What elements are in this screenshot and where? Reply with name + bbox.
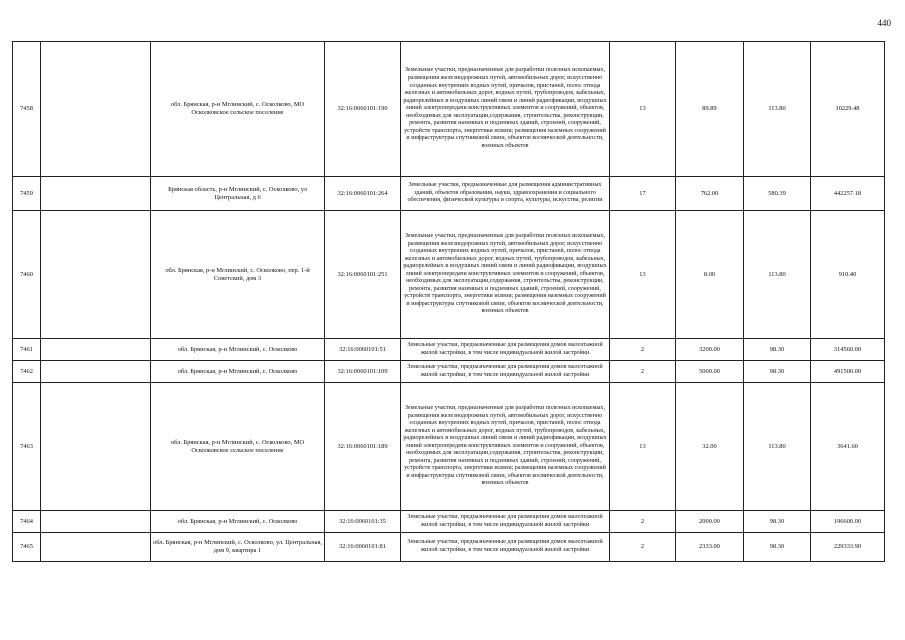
use-group-code: 13 [610,383,676,511]
area: 2000.00 [676,511,744,533]
cadastral-value: 3641.60 [811,383,885,511]
area: 32.00 [676,383,744,511]
address: обл. Брянская, р-н Мглинский, с. Осколково, МО Осколковское сельское поселение [151,383,325,511]
cadastral-number: 32:16:0060101:190 [325,42,401,177]
address: обл. Брянская, р-н Мглинский, с. Осколково, ул. Центральная, дом 9, квартира 1 [151,533,325,562]
cadastral-value: 442257.18 [811,177,885,211]
table-row [13,339,885,361]
cadastral-number: 32:16:0060101:51 [325,339,401,361]
permitted-use: Земельные участки, предназначенные для разработки полезных ископаемых, размещения железнодорожных путей, автомобильных дорог, искусственно созданных внутренних водных путей, причалов, пристаней, полос отвода железных и автомобильных дорог, водных путей, трубопроводов, кабельных, радиорелейных и воздушных линий связи и линий радиофикации, воздушных линий электропередачи конструктивных элементов и сооружений, объектов, необходимых для эксплуатации,содержания, строительства, реконструкции, ремонта, развития наземных и подземных зданий, строений, сооружений, устройств транспорта, энергетики исвязи; размещения наземных сооружений и инфраструктуры спутниковой связи, объектов космической деятельности, военных объектов [401,383,610,511]
land-registry-table [12,41,885,562]
area: 3200.00 [676,339,744,361]
permitted-use: Земельные участки, предназначенные для размещения домов малоэтажной жилой застройки, в том числе индивидуальной жилой застройки [401,339,610,361]
blank-cell [41,339,151,361]
address: обл. Брянская, р-н Мглинский, с. Осколково, пер. 1-й Советский, дом 3 [151,211,325,339]
row-number: 7459 [13,177,41,211]
permitted-use: Земельные участки, предназначенные для размещения домов малоэтажной жилой застройки, в том числе индивидуальной жилой застройки [401,511,610,533]
blank-cell [41,511,151,533]
blank-cell [41,361,151,383]
area: 89.89 [676,42,744,177]
row-number: 7462 [13,361,41,383]
row-number: 7461 [13,339,41,361]
cadastral-number: 32:16:0060101:109 [325,361,401,383]
address: обл. Брянская, р-н Мглинский, с. Осколково [151,511,325,533]
cadastral-number: 32:16:0060101:251 [325,211,401,339]
address: обл. Брянская, р-н Мглинский, с. Осколково, МО Осколковское сельское поселение [151,42,325,177]
cadastral-value: 196600.00 [811,511,885,533]
permitted-use: Земельные участки, предназначенные для разработки полезных ископаемых, размещения железнодорожных путей, автомобильных дорог, искусственно созданных внутренних водных путей, причалов, пристаней, полос отвода железных и автомобильных дорог, водных путей, трубопроводов, кабельных, радиорелейных и воздушных линий связи и линий радиофикации, воздушных линий электропередачи конструктивных элементов и сооружений, объектов, необходимых для эксплуатации,содержания, строительства, реконструкции, ремонта, развития наземных и подземных зданий, строений, сооружений, устройств транспорта, энергетики исвязи; размещения наземных сооружений и инфраструктуры спутниковой связи, объектов космической деятельности, военных объектов [401,211,610,339]
area: 762.00 [676,177,744,211]
cadastral-rate: 98.30 [744,533,811,562]
blank-cell [41,177,151,211]
table-row [13,533,885,562]
cadastral-rate: 113.80 [744,383,811,511]
cadastral-rate: 98.30 [744,511,811,533]
table-row [13,42,885,177]
use-group-code: 2 [610,533,676,562]
area: 5000.00 [676,361,744,383]
permitted-use: Земельные участки, предназначенные для размещения домов малоэтажной жилой застройки, в том числе индивидуальной жилой застройки [401,533,610,562]
permitted-use: Земельные участки, предназначенные для размещения домов малоэтажной жилой застройки, в том числе индивидуальной жилой застройки [401,361,610,383]
cadastral-number: 32:16:0060101:35 [325,511,401,533]
cadastral-number: 32:16:0060101:189 [325,383,401,511]
cadastral-value: 314560.00 [811,339,885,361]
page-number: 440 [877,18,891,28]
cadastral-value: 10229.48 [811,42,885,177]
use-group-code: 13 [610,42,676,177]
address: обл. Брянская, р-н Мглинский, с. Осколково [151,361,325,383]
table-row [13,361,885,383]
use-group-code: 17 [610,177,676,211]
use-group-code: 2 [610,361,676,383]
area: 2333.00 [676,533,744,562]
use-group-code: 13 [610,211,676,339]
blank-cell [41,42,151,177]
table-row [13,511,885,533]
cadastral-rate: 580.39 [744,177,811,211]
cadastral-value: 910.40 [811,211,885,339]
use-group-code: 2 [610,339,676,361]
cadastral-number: 32:16:0060101:81 [325,533,401,562]
address: обл. Брянская, р-н Мглинский, с. Осколково [151,339,325,361]
cadastral-value: 491500.00 [811,361,885,383]
blank-cell [41,211,151,339]
table-row [13,211,885,339]
cadastral-rate: 98.30 [744,361,811,383]
row-number: 7464 [13,511,41,533]
address: Брянская область, р-н Мглинский, с. Осколково, ул Центральная, д 6 [151,177,325,211]
permitted-use: Земельные участки, предназначенные для разработки полезных ископаемых, размещения железнодорожных путей, автомобильных дорог, искусственно созданных внутренних водных путей, причалов, пристаней, полос отвода железных и автомобильных дорог, водных путей, трубопроводов, кабельных, радиорелейных и воздушных линий связи и линий радиофикации, воздушных линий электропередачи конструктивных элементов и сооружений, объектов, необходимых для эксплуатации,содержания, строительства, реконструкции, ремонта, развития наземных и подземных зданий, строений, сооружений, устройств транспорта, энергетики исвязи; размещения наземных сооружений и инфраструктуры спутниковой связи, объектов космической деятельности, военных объектов [401,42,610,177]
row-number: 7465 [13,533,41,562]
cadastral-rate: 113.80 [744,211,811,339]
cadastral-rate: 98.30 [744,339,811,361]
blank-cell [41,533,151,562]
row-number: 7463 [13,383,41,511]
table-row [13,177,885,211]
row-number: 7458 [13,42,41,177]
cadastral-number: 32:16:0060101:264 [325,177,401,211]
area: 8.00 [676,211,744,339]
blank-cell [41,383,151,511]
table-row [13,383,885,511]
row-number: 7460 [13,211,41,339]
use-group-code: 2 [610,511,676,533]
permitted-use: Земельные участки, предназначенные для размещения административных зданий, объектов образования, науки, здравоохранения и социального обеспечения, физической культуры и спорта, культуры, искусства, религии [401,177,610,211]
cadastral-value: 229333.90 [811,533,885,562]
cadastral-rate: 113.80 [744,42,811,177]
